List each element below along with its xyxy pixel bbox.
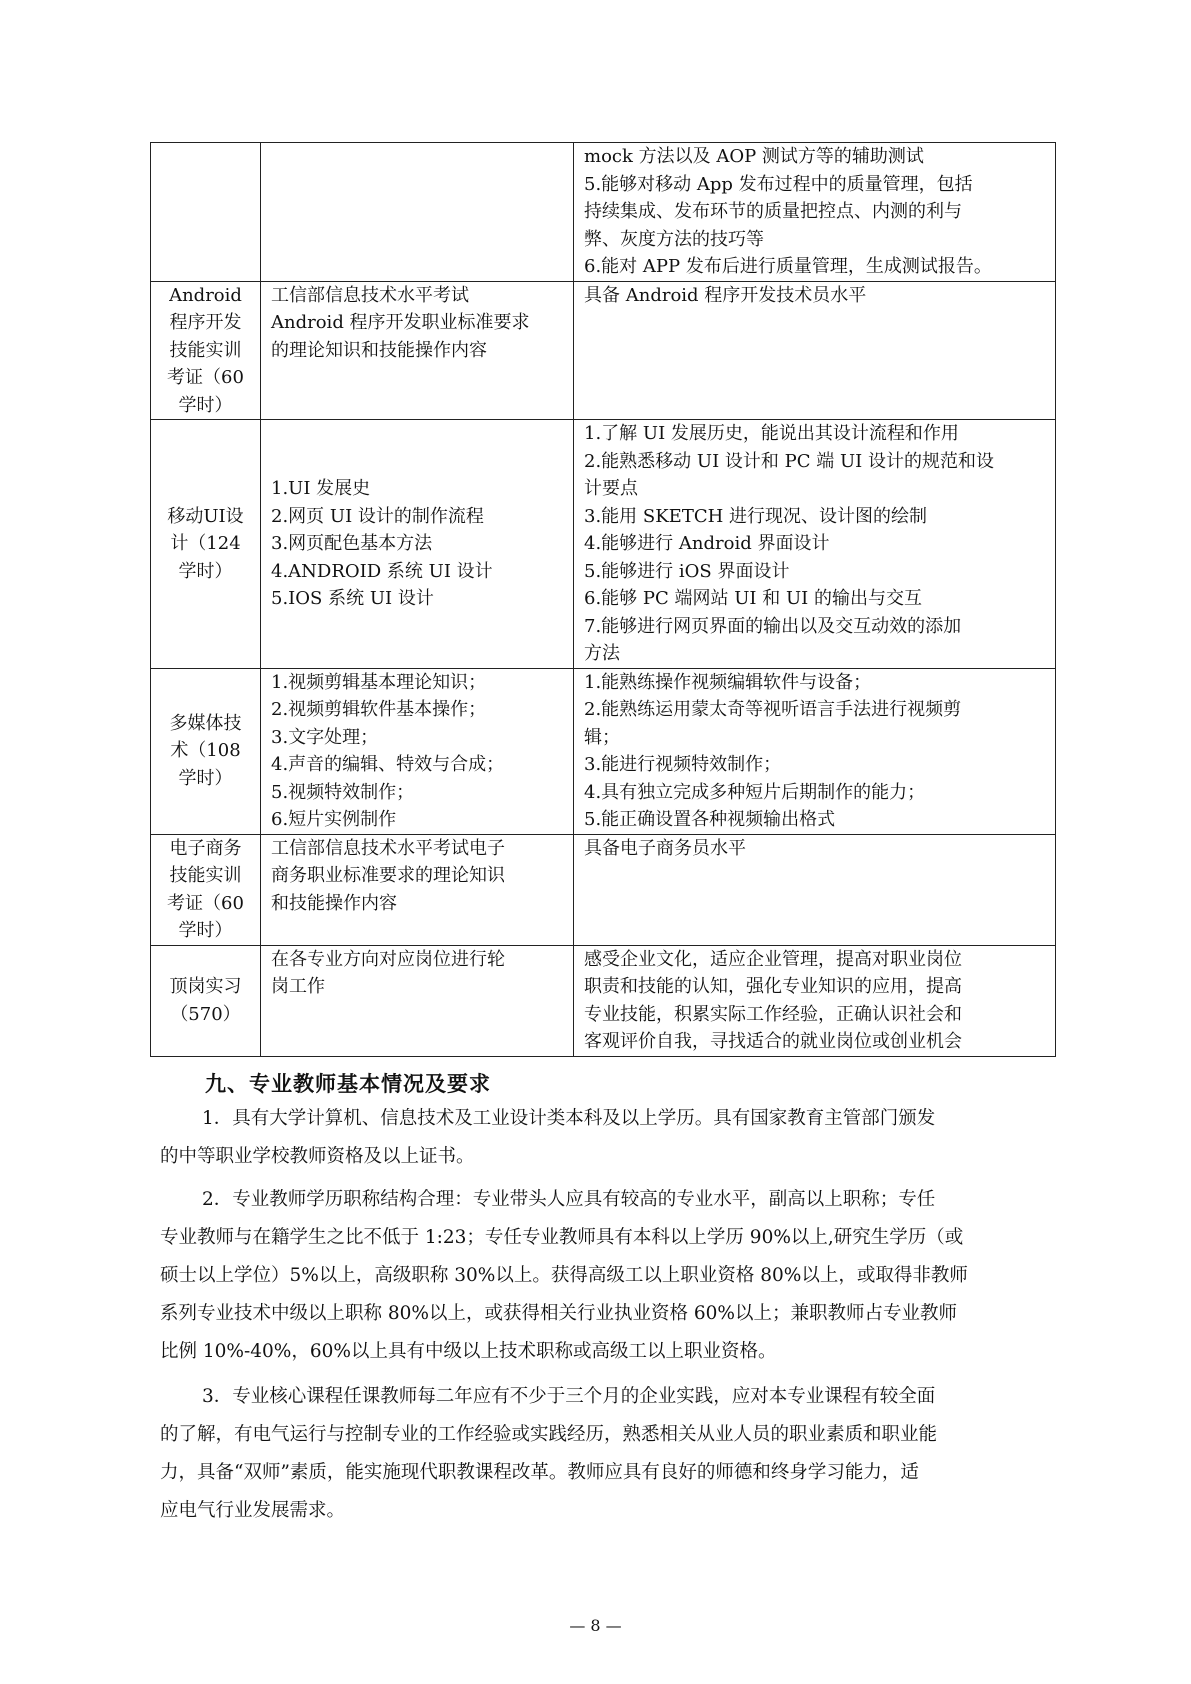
- paragraph-line: 硕士以上学位）5%以上，高级职称 30%以上。获得高级工以上职业资格 80%以上，或取得非教师: [160, 1265, 968, 1286]
- content-line: 2.视频剪辑软件基本操作；: [271, 699, 487, 720]
- page-number: — 8 —: [569, 1616, 622, 1635]
- requirement-line: 计要点: [584, 478, 638, 499]
- paragraph-line: 系列专业技术中级以上职称 80%以上，或获得相关行业执业资格 60%以上；兼职教师占专业教师: [160, 1303, 958, 1324]
- paragraph-line: 力，具备“双师”素质，能实施现代职教课程改革。教师应具有良好的师德和终身学习能力，适: [160, 1462, 919, 1483]
- requirement-line: 4.能够进行 Android 界面设计: [584, 533, 830, 554]
- content-line: 2.网页 UI 设计的制作流程: [271, 505, 484, 527]
- course-name-line: 学时）: [178, 767, 233, 789]
- table-row: [151, 945, 1056, 1056]
- requirement-line: 3.能进行视频特效制作；: [584, 754, 782, 775]
- table-row: [151, 834, 1056, 945]
- course-name-line: 程序开发: [169, 312, 242, 333]
- course-content-cell: [261, 668, 574, 834]
- course-content-cell: [261, 281, 574, 420]
- requirement-line: 弊、灰度方法的技巧等: [584, 228, 764, 250]
- content-line: 1.视频剪辑基本理论知识；: [271, 671, 487, 693]
- course-name-line: 技能实训: [169, 865, 242, 886]
- paragraph-line: 应电气行业发展需求。: [160, 1500, 346, 1521]
- content-line: 商务职业标准要求的理论知识: [271, 865, 505, 886]
- course-content-cell: [261, 834, 574, 945]
- content-line: 3.文字处理；: [271, 726, 379, 748]
- paragraph-line: 3．专业核心课程任课教师每二年应有不少于三个月的企业实践，应对本专业课程有较全面: [202, 1386, 936, 1407]
- course-name-line: 计（124: [170, 533, 241, 554]
- course-name-line: 考证（60: [167, 367, 244, 388]
- course-content-cell: [261, 420, 574, 669]
- content-line: 5.IOS 系统 UI 设计: [271, 588, 434, 609]
- course-name-cell: [151, 945, 261, 1056]
- table-row: [151, 281, 1056, 420]
- content-line: 5.视频特效制作；: [271, 781, 415, 803]
- course-name-line: 技能实训: [169, 339, 242, 361]
- requirement-cell: [574, 945, 1056, 1056]
- section-heading: 九、专业教师基本情况及要求: [205, 1072, 491, 1096]
- requirement-line: 5.能够进行 iOS 界面设计: [584, 560, 790, 582]
- requirement-line: 5.能够对移动 App 发布过程中的质量管理，包括: [584, 173, 973, 195]
- course-name-line: 电子商务: [169, 837, 242, 859]
- requirement-line: 5.能正确设置各种视频输出格式: [584, 809, 836, 830]
- content-line: 和技能操作内容: [271, 892, 397, 914]
- course-name-line: 考证（60: [167, 892, 244, 914]
- requirement-line: 方法: [584, 643, 620, 664]
- paragraph-line: 的中等职业学校教师资格及以上证书。: [160, 1146, 475, 1167]
- content-line: 岗工作: [271, 976, 325, 997]
- requirement-cell: [574, 420, 1056, 669]
- table-row: [151, 143, 1056, 282]
- course-name-line: 顶岗实习: [169, 976, 242, 997]
- paragraph-line: 的了解，有电气运行与控制专业的工作经验或实践经历，熟悉相关从业人员的职业素质和职业能: [160, 1424, 938, 1445]
- requirement-line: 持续集成、发布环节的质量把控点、内测的利与: [584, 201, 962, 222]
- requirement-line: 1.了解 UI 发展历史，能说出其设计流程和作用: [584, 423, 959, 444]
- course-name-cell: [151, 281, 261, 420]
- table-row: [151, 420, 1056, 669]
- paragraph-line: 比例 10%-40%，60%以上具有中级以上技术职称或高级工以上职业资格。: [160, 1341, 777, 1362]
- course-content-cell: [261, 143, 574, 282]
- course-name-line: 学时）: [178, 920, 233, 941]
- requirement-line: 客观评价自我，寻找适合的就业岗位或创业机会: [584, 1031, 962, 1052]
- course-name-line: （570）: [170, 1003, 241, 1025]
- requirement-line: 具备 Android 程序开发技术员水平: [584, 284, 867, 306]
- requirement-line: 具备电子商务员水平: [584, 837, 746, 859]
- course-content-cell: [261, 945, 574, 1056]
- paragraph-line: 2．专业教师学历职称结构合理：专业带头人应具有较高的专业水平，副高以上职称；专任: [202, 1189, 936, 1210]
- requirement-cell: [574, 834, 1056, 945]
- course-name-line: 术（108: [170, 740, 241, 762]
- requirement-line: 2.能熟悉移动 UI 设计和 PC 端 UI 设计的规范和设: [584, 450, 994, 472]
- content-line: 6.短片实例制作: [271, 809, 397, 830]
- paragraph: [160, 1378, 1040, 1530]
- paragraph-line: 1．具有大学计算机、信息技术及工业设计类本科及以上学历。具有国家教育主管部门颁发: [202, 1108, 936, 1129]
- requirement-line: 1.能熟练操作视频编辑软件与设备；: [584, 671, 872, 693]
- requirement-line: 6.能够 PC 端网站 UI 和 UI 的输出与交互: [584, 588, 922, 609]
- course-name-line: 学时）: [178, 560, 233, 582]
- course-name-cell: [151, 668, 261, 834]
- content-line: 1.UI 发展史: [271, 478, 371, 499]
- table-row: [151, 668, 1056, 834]
- course-name-cell: [151, 834, 261, 945]
- content-line: 3.网页配色基本方法: [271, 533, 433, 554]
- paragraph: [160, 1100, 1040, 1176]
- course-name-line: 多媒体技: [169, 712, 242, 734]
- requirement-line: 职责和技能的认知，强化专业知识的应用，提高: [584, 976, 962, 997]
- requirement-line: 专业技能，积累实际工作经验，正确认识社会和: [584, 1003, 962, 1025]
- course-name-line: 学时）: [178, 394, 233, 416]
- requirement-line: 感受企业文化，适应企业管理，提高对职业岗位: [584, 948, 962, 970]
- course-name-line: 移动UI设: [167, 505, 244, 527]
- course-name-cell: [151, 420, 261, 669]
- course-name-line: Android: [169, 284, 242, 306]
- content-line: 在各专业方向对应岗位进行轮: [271, 948, 505, 970]
- requirement-line: 辑；: [584, 726, 620, 748]
- content-line: 的理论知识和技能操作内容: [271, 339, 487, 361]
- requirement-cell: [574, 143, 1056, 282]
- requirement-cell: [574, 668, 1056, 834]
- paragraph-line: 专业教师与在籍学生之比不低于 1:23；专任专业教师具有本科以上学历 90%以上,研究生学历（或: [160, 1227, 964, 1248]
- content-line: 工信部信息技术水平考试电子: [271, 837, 505, 859]
- requirement-line: 3.能用 SKETCH 进行现况、设计图的绘制: [584, 505, 928, 527]
- content-line: 工信部信息技术水平考试: [271, 284, 469, 306]
- curriculum-table: [150, 142, 1056, 1057]
- requirement-line: 7.能够进行网页界面的输出以及交互动效的添加: [584, 615, 962, 637]
- content-line: 4.ANDROID 系统 UI 设计: [271, 560, 493, 582]
- paragraph: [160, 1181, 1040, 1371]
- course-name-cell: [151, 143, 261, 282]
- requirement-line: 6.能对 APP 发布后进行质量管理，生成测试报告。: [584, 256, 992, 277]
- requirement-line: 4.具有独立完成多种短片后期制作的能力；: [584, 781, 926, 803]
- content-line: 4.声音的编辑、特效与合成；: [271, 754, 505, 775]
- requirement-line: mock 方法以及 AOP 测试方等的辅助测试: [584, 146, 924, 167]
- content-line: Android 程序开发职业标准要求: [271, 312, 530, 333]
- requirement-cell: [574, 281, 1056, 420]
- requirement-line: 2.能熟练运用蒙太奇等视听语言手法进行视频剪: [584, 699, 962, 720]
